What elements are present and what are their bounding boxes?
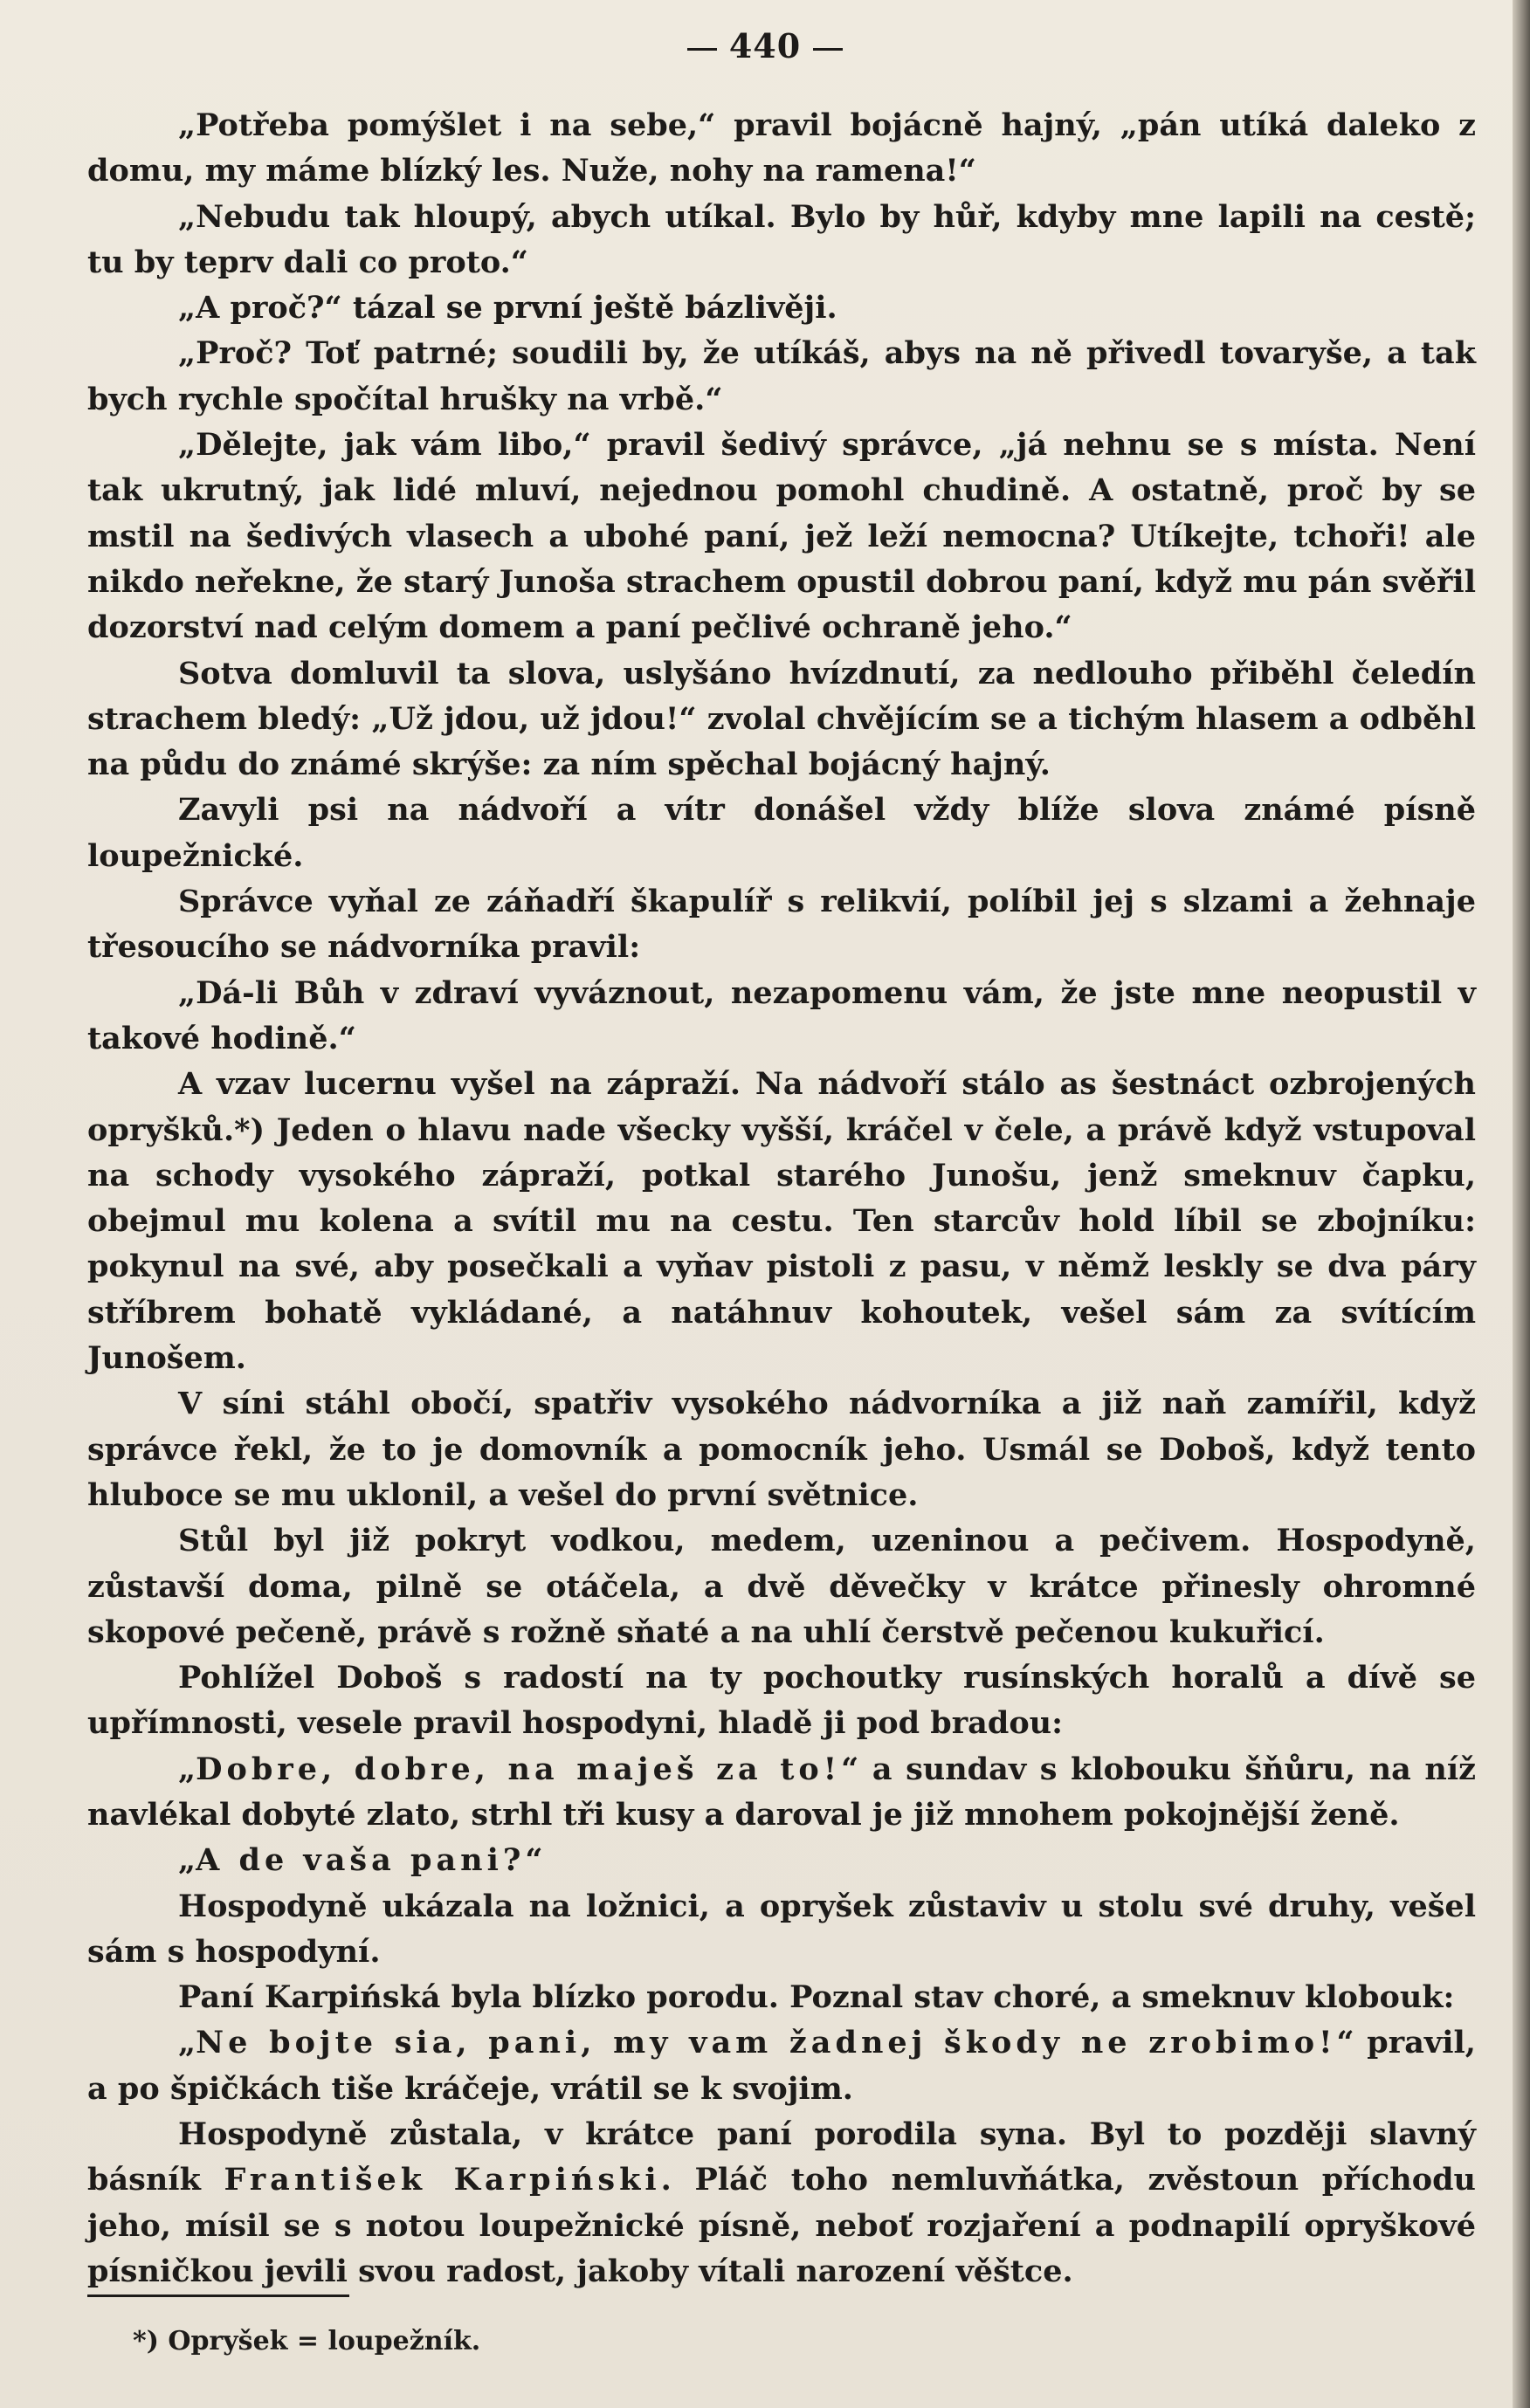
spaced-emphasis-text: Dobre, dobre, na maješ za to! <box>196 1751 842 1787</box>
paragraph: Paní Karpińská byla blízko porodu. Poznal stav choré, a smeknuv klobouk: <box>178 1979 1455 2016</box>
spaced-emphasis-text: František Karpiński <box>224 2162 661 2198</box>
paragraph-text: . Pláč toho nemluvňátka, zvěstoun příchodu jeho, mísil se s notou loupežnické písně, neboť rozjaření a podnapilí opryškové písničkou jevili svou radost, jakoby vítali narození věštce. <box>87 2162 1476 2289</box>
paragraph: Správce vyňal ze záňadří škapulíř s relikvií, políbil jej s slzami a žehnaje třesoucího se nádvorníka pravil: <box>87 884 1476 966</box>
paragraph: „Proč? Toť patrné; soudili by, že utíkáš, abys na ně přivedl tovaryše, a tak bych rychle spočítal hrušky na vrbě.“ <box>87 335 1476 417</box>
paragraph: Sotva domluvil ta slova, uslyšáno hvízdnutí, za nedlouho přiběhl čeledín strachem bledý: „Už jdou, už jdou!“ zvolal chvějícím se a tichým hlasem a odběhl na půdu do známé skrýše: za ním spěchal bojácný hajný. <box>87 655 1476 783</box>
paragraph: A vzav lucernu vyšel na zápraží. Na nádvoří stálo as šestnáct ozbrojených opryšků.*) Jeden o hlavu nade všecky vyšší, kráčel v čele, a právě když vstupoval na schody vysokého zápraží, potkal starého Junošu, jenž smeknuv čapku, obejmul mu kolena a svítil mu na cestu. Ten starcův hold líbil se zbojníku: pokynul na své, aby posečkali a vyňav pistoli z pasu, v němž leskly se dva páry stříbrem bohatě vykládané, a natáhnuv kohoutek, vešel sám za svítícím Junošem. <box>87 1066 1476 1377</box>
paragraph: „Nebudu tak hloupý, abych utíkal. Bylo by hůř, kdyby mne lapili na cestě; tu by teprv dali co proto.“ <box>87 198 1476 280</box>
paragraph-text: „ <box>178 2025 196 2061</box>
paragraph: „A proč?“ tázal se první ještě bázlivěji. <box>178 290 837 327</box>
paragraph: Zavyli psi na nádvoří a vítr donášel vždy blíže slova známé písně loupežnické. <box>87 792 1476 874</box>
paragraph: „Dá-li Bůh v zdraví vyváznout, nezapomenu vám, že jste mne neopustil v takové hodině.“ <box>87 974 1476 1056</box>
paragraph: „Potřeba pomýšlet i na sebe,“ pravil bojácně hajný, „pán utíká daleko z domu, my máme blízký les. Nuže, nohy na ramena!“ <box>87 107 1476 189</box>
paragraph <box>87 2020 1476 2112</box>
page-header <box>0 26 1530 65</box>
spaced-emphasis-text: Ne bojte sia, pani, my vam žadnej škody ne zrobimo! <box>196 2025 1337 2061</box>
footnote-rule <box>87 2294 349 2297</box>
paragraph-text: “ <box>525 1842 543 1879</box>
paragraph <box>87 1838 1476 1883</box>
spaced-emphasis-text: A de vaša pani? <box>196 1842 526 1879</box>
paragraph-text: Hospodyně zůstala, v krátce paní porodila syna. Byl to později slavný básník <box>87 2116 1476 2198</box>
paragraph-text: “ a sundav s klobouku šňůru, na níž navlékal dobyté zlato, strhl tři kusy a daroval je již mnohem pokojnější ženě. <box>87 1751 1476 1833</box>
paragraph <box>87 1747 1476 1839</box>
header-dash-right <box>813 48 843 51</box>
page-edge-shadow <box>1513 0 1530 2408</box>
paragraph-text: „ <box>178 1751 196 1787</box>
paragraph: Hospodyně ukázala na ložnici, a opryšek zůstaviv u stolu své druhy, vešel sám s hospodyní. <box>87 1888 1476 1970</box>
paragraph <box>87 2112 1476 2294</box>
paragraph-text: „ <box>178 1842 196 1879</box>
footnote: *) Opryšek = loupežník. <box>133 2326 481 2356</box>
paragraph: V síni stáhl obočí, spatřiv vysokého nádvorníka a již naň zamířil, když správce řekl, že to je domovník a pomocník jeho. Usmál se Doboš, když tento hluboce se mu uklonil, a vešel do první světnice. <box>87 1386 1476 1513</box>
paragraph: Stůl byl již pokryt vodkou, medem, uzeninou a pečivem. Hospodyně, zůstavší doma, pilně se otáčela, a dvě děvečky v krátce přinesly ohromné skopové pečeně, právě s rožně sňaté a na uhlí čerstvě pečenou kukuřicí. <box>87 1523 1476 1650</box>
page-number: 440 <box>728 26 802 65</box>
header-dash-left <box>687 48 717 51</box>
paragraph-text: “ pravil, a po špičkách tiše kráčeje, vrátil se k svojim. <box>87 2025 1476 2107</box>
paragraph: Pohlížel Doboš s radostí na ty pochoutky rusínských horalů a dívě se upřímnosti, vesele pravil hospodyni, hladě ji pod bradou: <box>87 1660 1476 1742</box>
paragraph: „Dělejte, jak vám libo,“ pravil šedivý správce, „já nehnu se s místa. Není tak ukrutný, jak lidé mluví, nejednou pomohl chudině. A ostatně, proč by se mstil na šedivých vlasech a ubohé paní, jež leží nemocna? Utíkejte, tchoři! ale nikdo neřekne, že starý Junoša strachem opustil dobrou paní, když mu pán svěřil dozorství nad celým domem a paní pečlivé ochraně jeho.“ <box>87 427 1476 646</box>
body-text <box>87 103 1476 2294</box>
